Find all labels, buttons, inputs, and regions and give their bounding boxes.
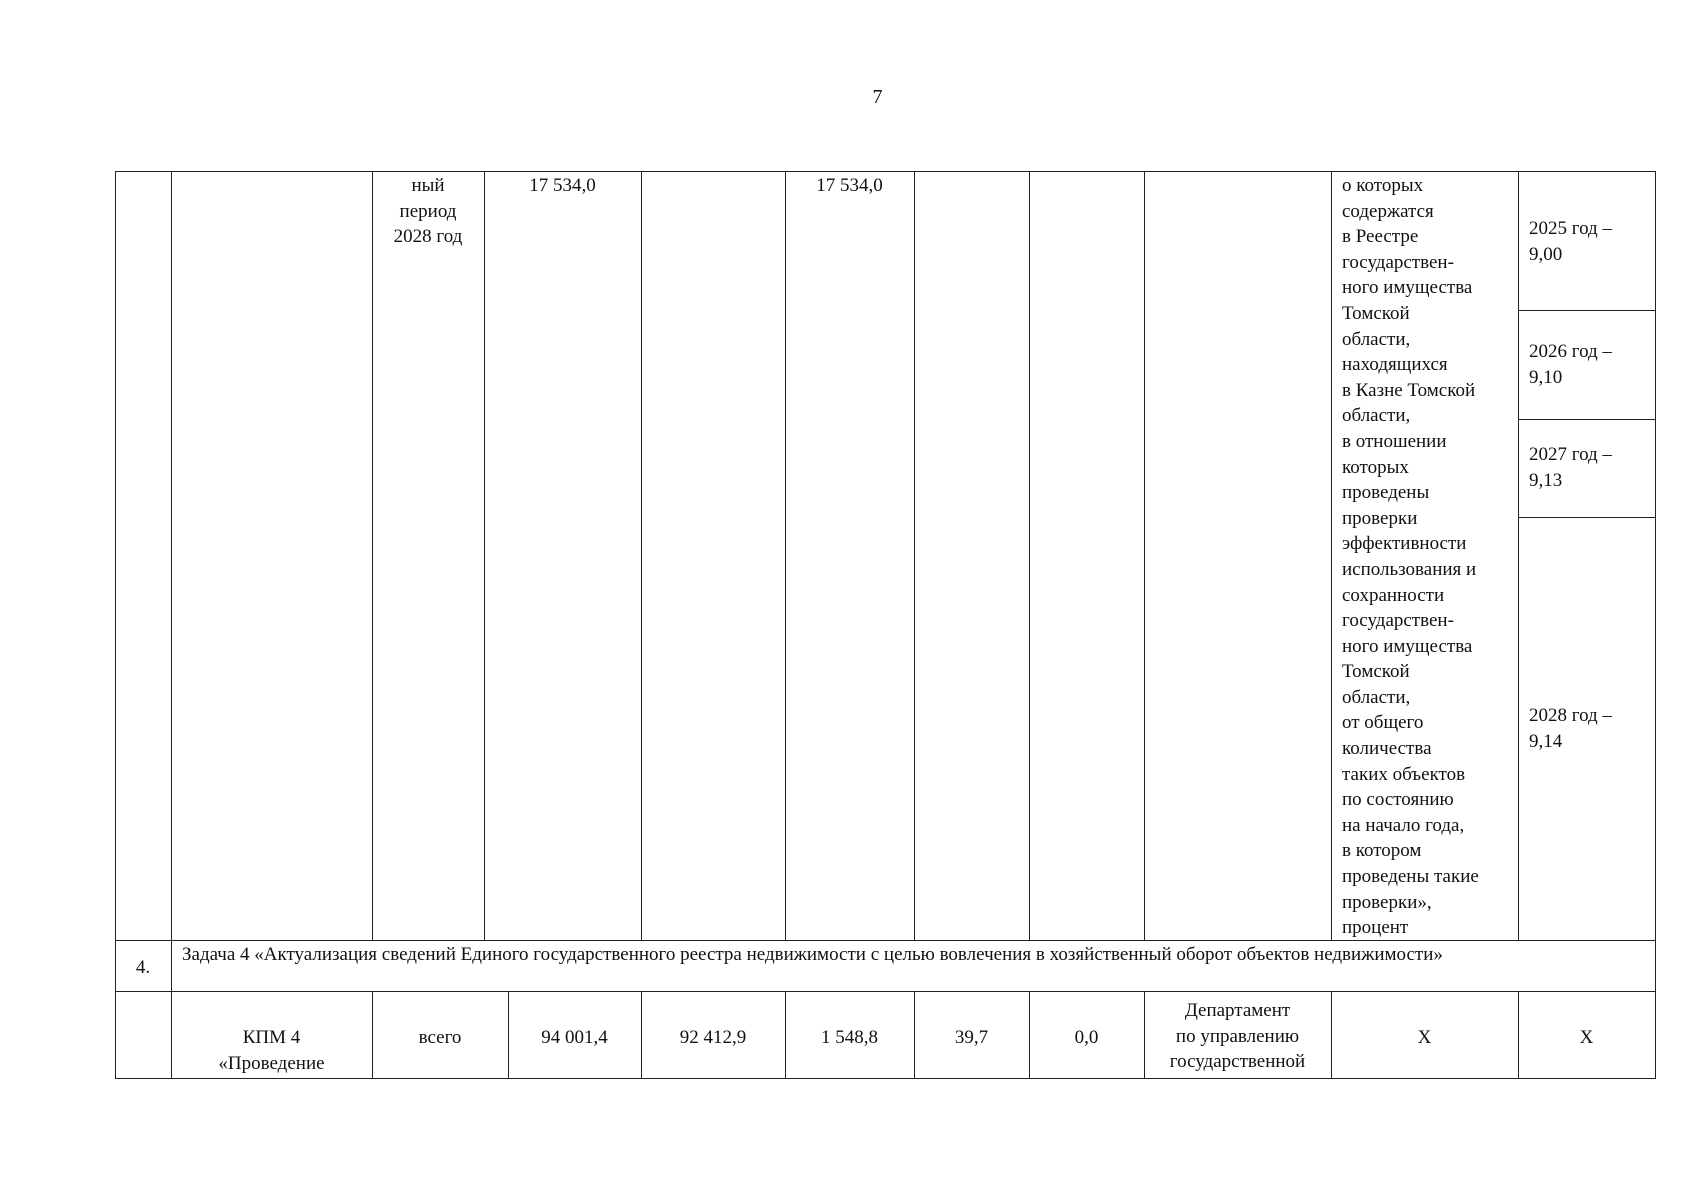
kpm-value-cell: Х <box>1579 1027 1594 1048</box>
table-divider <box>1519 419 1656 420</box>
page-number: 7 <box>872 86 883 108</box>
table-border-bottom <box>115 1078 1656 1079</box>
total-amount-cell: 17 534,0 <box>529 175 596 196</box>
table-divider <box>641 171 642 940</box>
kpm-federal-cell: 92 412,9 <box>679 1027 747 1048</box>
task-description-cell: Задача 4 «Актуализация сведений Единого государственного реестра недвижимости с целью вовлечения в хозяйственный оборот объектов недвижимости» <box>182 944 1443 965</box>
table-divider <box>914 171 915 940</box>
kpm-other-cell: 0,0 <box>1074 1027 1099 1048</box>
table-divider <box>484 171 485 940</box>
period-cell: ный период 2028 год <box>393 175 463 248</box>
table-border-left <box>115 171 116 1079</box>
indicator-name-cell: о которых содержатся в Реестре государствен- ного имущества Томской области, находящихся в Казне Томской области, в отношении которых проведены проверки эффективности использования и сохранности государствен- ного имущества Томской области, от общего количества таких объектов по состоянию на начало года, в котором проведены такие проверки», процент <box>1342 175 1479 939</box>
indicator-value-2027: 2027 год – 9,13 <box>1529 444 1612 491</box>
table-divider <box>1331 171 1332 940</box>
kpm-total-cell: 94 001,4 <box>541 1027 608 1048</box>
table-divider <box>785 171 786 940</box>
table-divider <box>115 991 1656 992</box>
indicator-value-2026: 2026 год – 9,10 <box>1529 341 1612 388</box>
table-divider <box>171 171 172 1079</box>
indicator-value-2025: 2025 год – 9,00 <box>1529 218 1612 265</box>
indicator-value-2028: 2028 год – 9,14 <box>1529 705 1612 752</box>
table-divider <box>1519 517 1656 518</box>
table-border-right <box>1655 171 1656 1079</box>
kpm-name-cell: КПМ 4 «Проведение <box>218 1027 325 1074</box>
task-number-cell: 4. <box>135 957 151 978</box>
table-divider <box>1519 310 1656 311</box>
kpm-executor-cell: Департамент по управлению государственной <box>1169 1000 1306 1073</box>
regional-budget-cell: 17 534,0 <box>816 175 883 196</box>
kpm-period-cell: всего <box>418 1027 462 1048</box>
table-divider <box>372 171 373 940</box>
kpm-local-cell: 39,7 <box>954 1027 989 1048</box>
table-divider <box>1144 171 1145 940</box>
table-divider <box>1029 171 1030 940</box>
kpm-regional-cell: 1 548,8 <box>821 1027 878 1048</box>
kpm-indicator-cell: Х <box>1417 1027 1432 1048</box>
